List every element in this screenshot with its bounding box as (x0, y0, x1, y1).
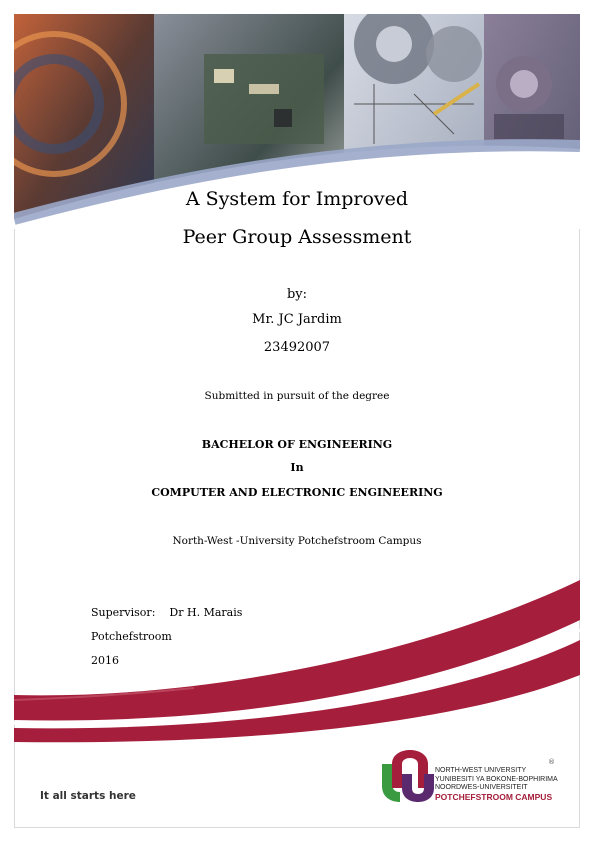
red-swoosh-band (14, 560, 580, 750)
by-label: by: (286, 287, 308, 302)
degree-line-2: In (290, 461, 304, 474)
logo-line-1: NORTH-WEST UNIVERSITY (435, 767, 527, 774)
registered-mark: ® (548, 758, 555, 766)
year: 2016 (91, 654, 119, 667)
author-name: Mr. JC Jardim (252, 312, 342, 327)
university-logo-text (435, 767, 558, 801)
city: Potchefstroom (91, 630, 172, 643)
logo-line-2: YUNIBESITI YA BOKONE-BOPHIRIMA (435, 775, 558, 783)
supervisor-label: Supervisor: (91, 606, 156, 619)
university-line: North-West -University Potchefstroom Campus (172, 535, 422, 547)
degree-line-3: COMPUTER AND ELECTRONIC ENGINEERING (151, 486, 443, 499)
submitted-text: Submitted in pursuit of the degree (204, 390, 390, 402)
document-title-line-1: A System for Improved (185, 188, 409, 210)
logo-line-3: NOORDWES-UNIVERSITEIT (435, 784, 528, 791)
supervisor-name: Dr H. Marais (169, 606, 243, 619)
degree-line-1: BACHELOR OF ENGINEERING (201, 438, 393, 451)
student-number: 23492007 (263, 340, 331, 355)
tagline: It all starts here (40, 790, 136, 802)
document-title-line-2: Peer Group Assessment (182, 226, 412, 248)
logo-line-4: POTCHEFSTROOM CAMPUS (435, 791, 553, 802)
